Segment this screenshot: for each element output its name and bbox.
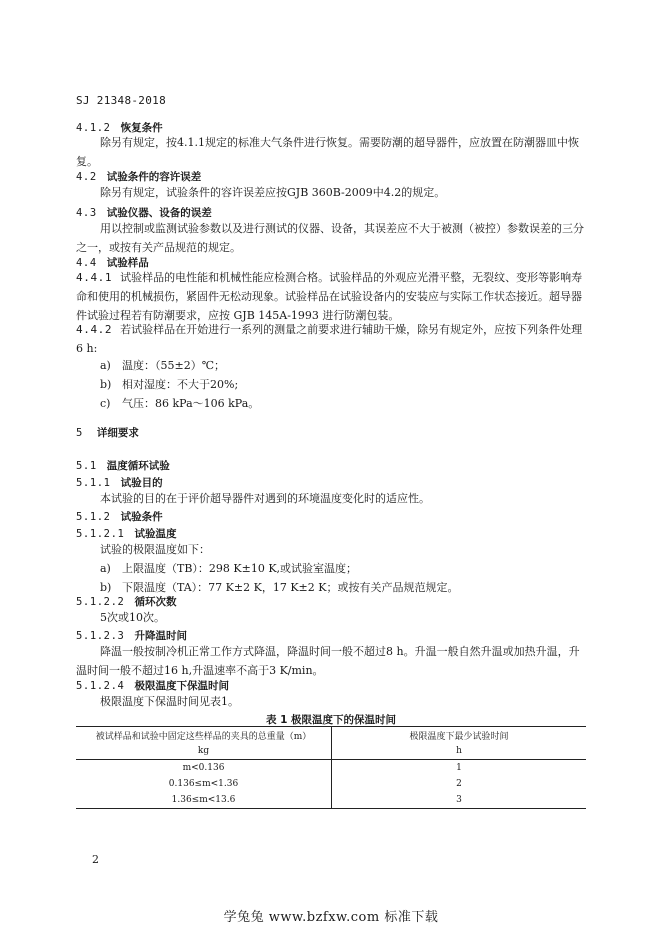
section-4-2-heading: 4.2 试验条件的容许误差 <box>76 171 202 183</box>
column-unit-mass: kg <box>76 743 332 760</box>
section-4-3-text: 用以控制或监测试验参数以及进行测试的仪器、设备，其误差应不大于被测（被控）参数误差的三分之一，或按有关产品规范的规定。 <box>76 222 584 254</box>
section-4-3-heading: 4.3 试验仪器、设备的误差 <box>76 207 212 219</box>
section-5-1-2-3-heading: 5.1.2.3 升降温时间 <box>76 630 187 642</box>
page-number: 2 <box>92 853 99 866</box>
list-item: b) 相对湿度：不大于20%; <box>100 378 239 391</box>
hold-time-table <box>76 726 586 809</box>
section-5-1-2-4-text: 极限温度下保温时间见表1。 <box>100 695 239 708</box>
section-5-1-2-1-heading: 5.1.2.1 试验温度 <box>76 528 177 540</box>
column-unit-time: h <box>332 743 587 760</box>
cell-mass: 1.36≤m<13.6 <box>76 792 332 809</box>
section-5-1-2-4-heading: 5.1.2.4 极限温度下保温时间 <box>76 680 229 692</box>
section-4-4-heading: 4.4 试验样品 <box>76 257 149 269</box>
section-5-1-2-2-heading: 5.1.2.2 循环次数 <box>76 596 177 608</box>
section-4-4-1-text: 4.4.1 试验样品的电性能和机械性能应检测合格。试验样品的外观应光滑平整，无裂纹、变形等影响寿命和使用的机械损伤，紧固件无松动现象。试验样品在试验设备内的安装应与实际工作状态接近。超导器件试验过程若有防潮要求，应按 GJB 145A-1993 进行防潮包装。 <box>76 271 583 322</box>
list-item: b) 下限温度（TA）：77 K±2 K，17 K±2 K；或按有关产品规范规定。 <box>100 581 459 594</box>
section-5-1-2-3-text: 降温一般按制冷机正常工作方式降温，降温时间一般不超过8 h。升温一般自然升温或加热升温，升温时间一般不超过16 h,升温速率不高于3 K/min。 <box>76 645 580 677</box>
list-item: a) 温度：（55±2）℃； <box>100 359 226 372</box>
table-caption: 表 1 极限温度下的保温时间 <box>265 714 397 726</box>
section-5-1-2-2-text: 5次或10次。 <box>100 611 165 624</box>
standard-number: SJ 21348-2018 <box>76 94 166 107</box>
section-4-1-2-text: 除另有规定，按4.1.1规定的标准大气条件进行恢复。需要防潮的超导器件，应放置在防潮器皿中恢复。 <box>76 136 579 168</box>
section-4-1-2-heading: 4.1.2 恢复条件 <box>76 122 163 134</box>
section-5-1-2-1-text: 试验的极限温度如下： <box>100 543 210 556</box>
table-row <box>76 792 586 809</box>
column-header-time: 极限温度下最少试验时间 <box>409 731 509 742</box>
footer-watermark: 学兔兔 www.bzfxw.com 标准下载 <box>223 910 439 925</box>
section-4-2-text: 除另有规定，试验条件的容许误差应按GJB 360B-2009中4.2的规定。 <box>100 186 446 199</box>
section-4-4-2-text: 4.4.2 若试验样品在开始进行一系列的测量之前要求进行辅助干燥，除另有规定外，应按下列条件处理 6 h: <box>76 323 583 355</box>
cell-hours: 1 <box>456 763 462 773</box>
section-5-1-heading: 5.1 温度循环试验 <box>76 460 170 472</box>
section-5-1-1-heading: 5.1.1 试验目的 <box>76 477 163 489</box>
list-item: c) 气压：86 kPa～106 kPa。 <box>100 397 260 410</box>
cell-hours: 3 <box>456 795 462 805</box>
section-5-heading: 5 详细要求 <box>76 427 139 439</box>
table-row <box>76 776 586 792</box>
section-5-1-2-heading: 5.1.2 试验条件 <box>76 511 163 523</box>
cell-mass: m<0.136 <box>76 760 332 777</box>
section-5-1-1-text: 本试验的目的在于评价超导器件对遇到的环境温度变化时的适应性。 <box>100 492 430 505</box>
cell-hours: 2 <box>456 779 462 789</box>
table-row <box>76 760 586 777</box>
list-item: a) 上限温度（TB）：298 K±10 K,或试验室温度； <box>100 562 358 575</box>
column-header-mass: 被试样品和试验中固定这些样品的夹具的总重量（m） <box>76 727 332 744</box>
cell-mass: 0.136≤m<1.36 <box>76 776 332 792</box>
